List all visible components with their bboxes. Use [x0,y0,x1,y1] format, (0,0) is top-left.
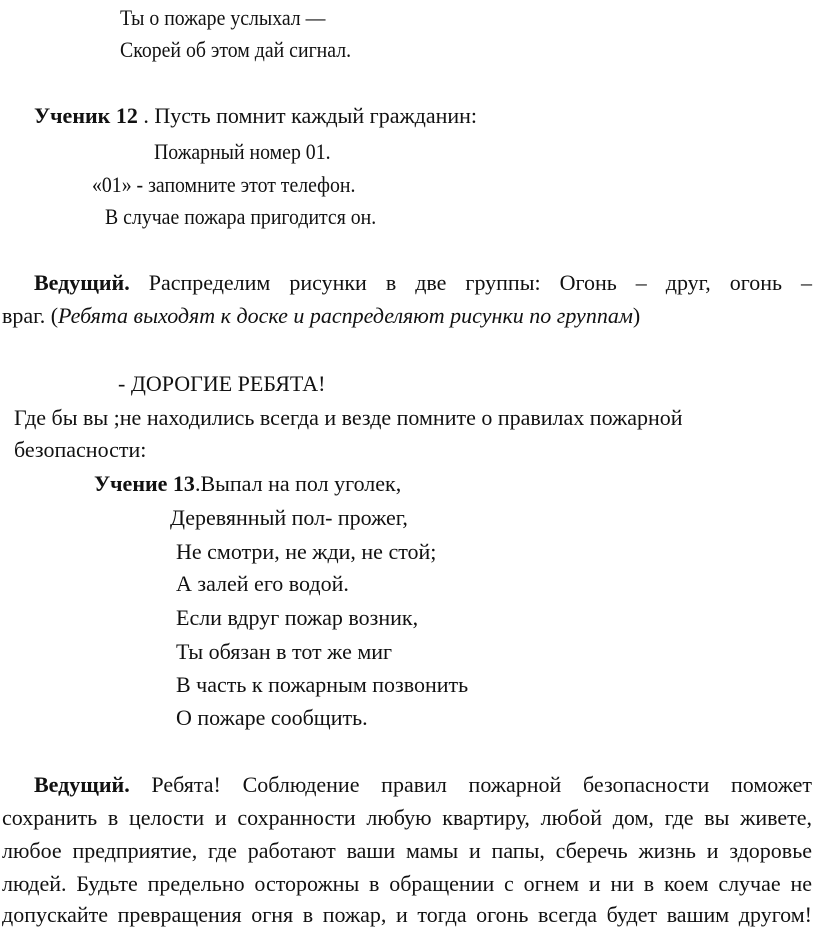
poem-line: Не смотри, не жди, не стой; [176,539,437,564]
poem-line: Пожарный номер 01. [154,139,331,164]
host-paragraph-line: враг. (Ребята выходят к доске и распределяют рисунки по группам) [2,303,641,328]
poem-line: А залей его водой. [176,571,349,596]
appeal-line: Где бы вы ;не находились всегда и везде помните о правилах пожарной [14,405,683,430]
poem-line: Деревянный пол- прожег, [170,505,408,530]
separator: . [137,103,155,128]
appeal-heading: - ДОРОГИЕ РЕБЯТА! [118,371,326,396]
speaker-label: Учение 13 [94,471,195,496]
host-paragraph-line: людей. Будьте предельно осторожны в обращении с огнем и ни в коем случае не [2,871,812,896]
poem-line: Скорей об этом дай сигнал. [120,37,352,62]
poem-line: Если вдруг пожар возник, [176,605,419,630]
poem-line: В часть к пожарным позвонить [176,672,469,697]
student12-intro [34,102,477,130]
host-paragraph-line: допускайте превращения огня в пожар, и тогда огонь всегда будет вашим другом! [2,902,812,927]
student13-intro [94,470,401,498]
stage-direction: Ребята выходят к доске и распределяют рисунки по группам [58,303,633,328]
speaker-label: Ведущий. [34,772,130,797]
poem-line: .Выпал на пол уголек, [194,471,402,496]
speaker-label: Ученик 12 [34,103,138,128]
host-paragraph-line: Ведущий. Ребята! Соблюдение правил пожарной безопасности поможет [34,772,813,797]
poem-line: О пожаре сообщить. [176,705,368,730]
poem-line: Ты о пожаре услыхал — [120,5,326,30]
host-paragraph-line: любое предприятие, где работают ваши мамы и папы, сберечь жизнь и здоровье [2,838,812,863]
host-paragraph-line: Ведущий. Распределим рисунки в две группы: Огонь – друг, огонь – [34,270,812,295]
poem-line: Пусть помнит каждый гражданин: [154,103,478,128]
appeal-line: безопасности: [14,437,147,462]
poem-line: Ты обязан в тот же миг [176,639,393,664]
speaker-label: Ведущий. [34,270,130,295]
host-paragraph-line: сохранить в целости и сохранности любую квартиру, любой дом, где вы живете, [2,805,812,830]
poem-line: В случае пожара пригодится он. [105,204,377,229]
poem-line: «01» - запомните этот телефон. [92,172,356,197]
